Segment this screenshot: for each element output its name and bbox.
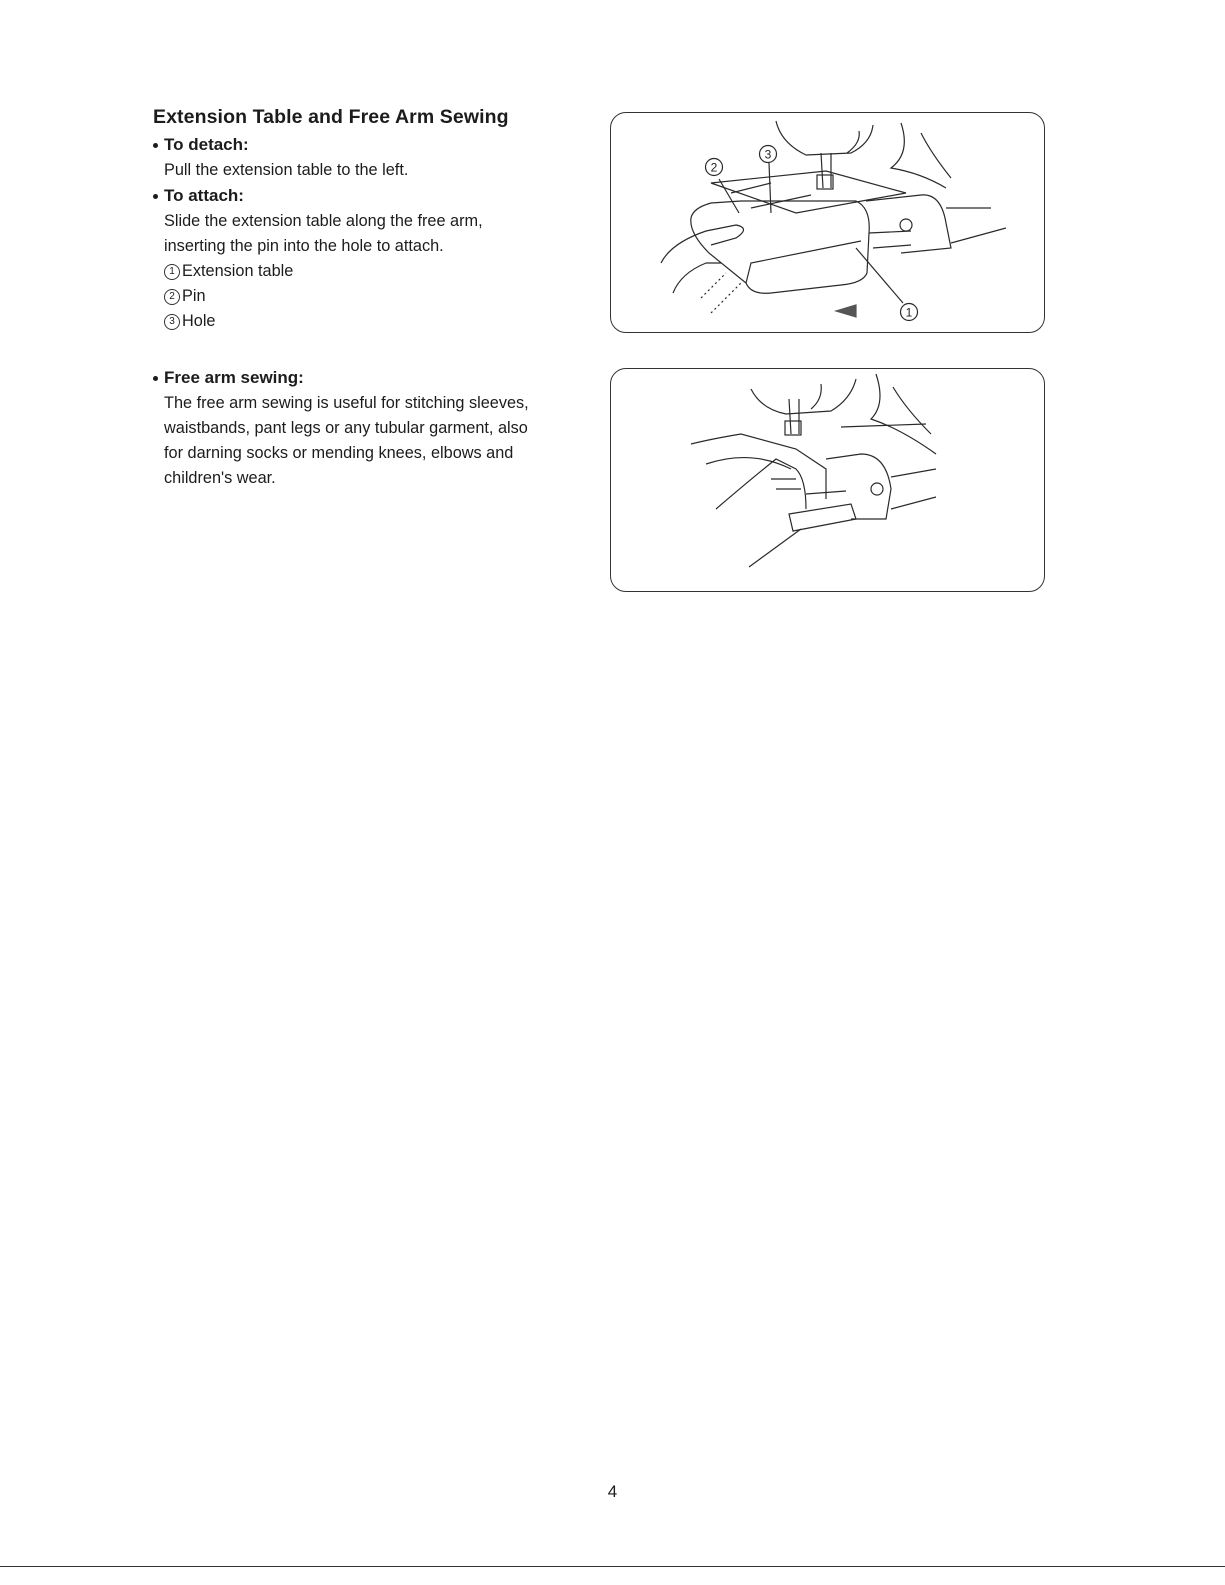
callout-extension-table: 1 [905, 305, 913, 320]
free-arm-section [153, 365, 593, 491]
legend-number: 2 [164, 289, 180, 305]
extension-table-section [153, 106, 583, 334]
detach-heading: To detach: [153, 132, 583, 158]
legend-item-hole [164, 309, 583, 334]
attach-text-line-1: Slide the extension table along the free arm, [164, 212, 483, 230]
callout-hole: 3 [764, 147, 772, 162]
extension-table-drawing [611, 113, 1044, 332]
legend-label: Pin [182, 287, 206, 305]
extension-table-illustration [610, 112, 1045, 333]
free-arm-text-line-4: children's wear. [164, 469, 276, 487]
detach-text: Pull the extension table to the left. [164, 161, 409, 179]
section-title: Extension Table and Free Arm Sewing [153, 106, 509, 128]
legend-label: Extension table [182, 262, 294, 280]
legend-label: Hole [182, 312, 216, 330]
legend-item-extension-table [164, 259, 583, 284]
attach-text-line-2: inserting the pin into the hole to attach. [164, 237, 444, 255]
attach-heading: To attach: [153, 183, 583, 209]
page-number: 4 [607, 1482, 618, 1501]
free-arm-text-line-3: for darning socks or mending knees, elbows and [164, 444, 514, 462]
legend-number: 1 [164, 264, 180, 280]
free-arm-illustration [610, 368, 1045, 592]
bottom-rule [0, 1566, 1225, 1567]
free-arm-text-line-1: The free arm sewing is useful for stitching sleeves, [164, 394, 529, 412]
legend-number: 3 [164, 314, 180, 330]
parts-legend [153, 259, 583, 334]
free-arm-heading: Free arm sewing: [153, 365, 593, 391]
legend-item-pin [164, 284, 583, 309]
free-arm-text-line-2: waistbands, pant legs or any tubular garment, also [164, 419, 528, 437]
free-arm-drawing [611, 369, 1044, 591]
callout-pin: 2 [710, 160, 718, 175]
